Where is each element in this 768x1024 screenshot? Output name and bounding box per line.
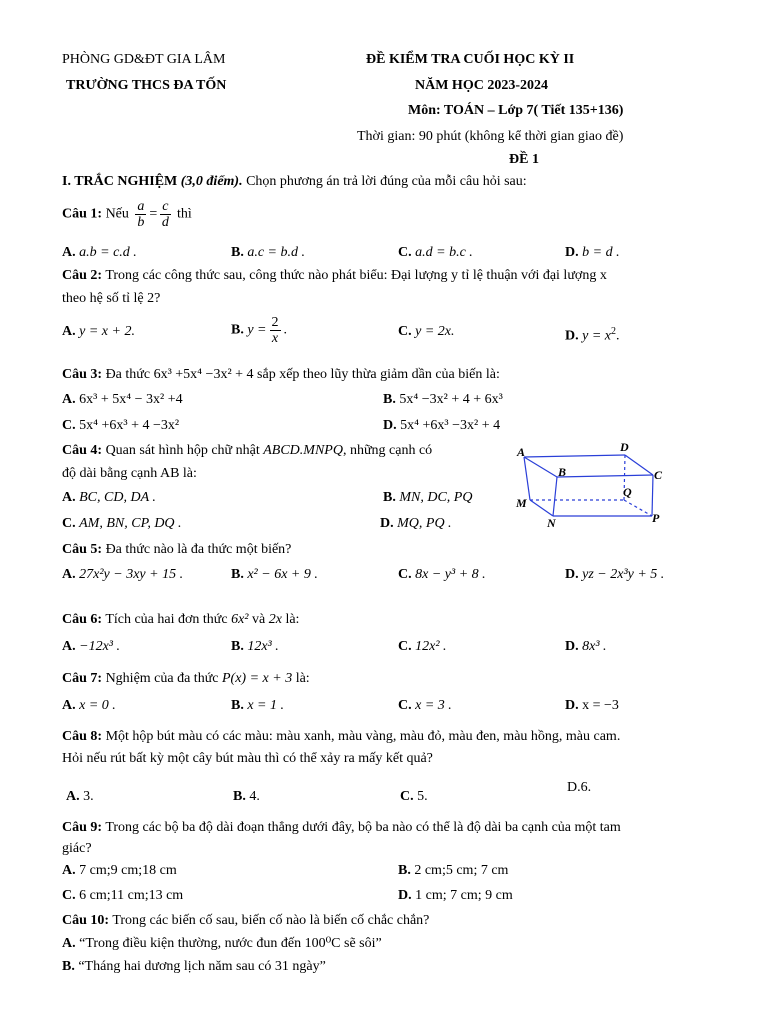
q5-option-c: C. 8x − y³ + 8 .	[398, 567, 486, 582]
q10-option-b: B. “Tháng hai dương lịch năm sau có 31 ngày”	[62, 959, 326, 974]
q8-text-line2: Hỏi nếu rút bất kỳ một cây bút màu thì có thể xảy ra mấy kết quả?	[62, 751, 433, 766]
subject-line: Môn: TOÁN – Lớp 7( Tiết 135+136)	[408, 103, 624, 118]
q4-option-b: B. MN, DC, PQ	[383, 490, 473, 505]
q4-option-c: C. AM, BN, CP, DQ .	[62, 516, 182, 531]
vertex-B-label: B	[558, 465, 567, 479]
vertex-Q-label: Q	[623, 485, 632, 499]
q2-text-line1: Câu 2: Trong các công thức sau, công thức nào phát biểu: Đại lượng y tỉ lệ thuận với đại lượng x	[62, 268, 607, 283]
q2-option-a: A. y = x + 2.	[62, 324, 135, 339]
q10-option-a: A. “Trong điều kiện thường, nước đun đến 100⁰C sẽ sôi”	[62, 936, 382, 951]
q5-option-a: A. 27x²y − 3xy + 15 .	[62, 567, 184, 582]
q7-text: Câu 7: Nghiệm của đa thức P(x) = x + 3 là:	[62, 671, 310, 686]
box-figure	[510, 440, 670, 532]
section-heading	[62, 173, 527, 191]
q1-option-d: D. b = d .	[565, 245, 620, 260]
section-points: (3,0 điểm).	[180, 174, 243, 189]
q9-option-a: A. 7 cm;9 cm;18 cm	[62, 863, 177, 878]
q8-option-a: A. 3.	[66, 789, 94, 804]
q3-option-a: A. 6x³ + 5x⁴ − 3x² +4	[62, 392, 183, 407]
q9-option-d: D. 1 cm; 7 cm; 9 cm	[398, 888, 513, 903]
q7-option-d: D. x = −3	[565, 698, 619, 713]
q8-option-d: D.6.	[567, 780, 592, 795]
q1-option-a: A. a.b = c.d .	[62, 245, 137, 260]
q2-text-line2: theo hệ số tỉ lệ 2?	[62, 291, 161, 306]
q1-fraction-c-d: $\frac{c}{d}$	[161, 199, 169, 230]
department-name: PHÒNG GD&ĐT GIA LÂM	[62, 52, 226, 67]
q6-text: Câu 6: Tích của hai đơn thức 6x² và 2x là:	[62, 612, 300, 627]
exam-code: ĐỀ 1	[509, 152, 539, 167]
time-line: Thời gian: 90 phút (không kể thời gian giao đề)	[357, 129, 624, 144]
vertex-M-label: M	[516, 496, 527, 510]
section-instruction: Chọn phương án trả lời đúng của mỗi câu hỏi sau:	[246, 174, 527, 189]
q1-option-c: C. a.d = b.c .	[398, 245, 473, 260]
q10-text: Câu 10: Trong các biến cố sau, biến cố nào là biến cố chắc chắn?	[62, 913, 430, 928]
q7-option-b: B. x = 1 .	[231, 698, 285, 713]
q1-option-b: B. a.c = b.d .	[231, 245, 306, 260]
q1-post: thì	[177, 206, 192, 222]
q3-option-b: B. 5x⁴ −3x² + 4 + 6x³	[383, 392, 503, 407]
exam-title: ĐỀ KIỂM TRA CUỐI HỌC KỲ II	[366, 52, 575, 67]
q1-equals: =	[149, 206, 158, 222]
q8-option-c: C. 5.	[400, 789, 428, 804]
q3-option-c: C. 5x⁴ +6x³ + 4 −3x²	[62, 418, 180, 433]
q8-option-b: B. 4.	[233, 789, 260, 804]
q6-option-a: A. −12x³ .	[62, 639, 120, 654]
q7-option-c: C. x = 3 .	[398, 698, 452, 713]
q1-pre: Nếu	[105, 206, 129, 222]
vertex-P-label: P	[652, 511, 660, 525]
q5-option-d: D. yz − 2x³y + 5 .	[565, 567, 665, 582]
school-name: TRƯỜNG THCS ĐA TỐN	[66, 78, 227, 93]
vertex-C-label: C	[654, 468, 663, 482]
q6-option-b: B. 12x³ .	[231, 639, 279, 654]
q5-text: Câu 5: Đa thức nào là đa thức một biến?	[62, 542, 292, 557]
q6-option-d: D. 8x³ .	[565, 639, 607, 654]
q9-text-line2: giác?	[62, 841, 92, 856]
box-figure-drawing	[510, 440, 670, 532]
q2-option-d: D. $y = x^2$.	[565, 326, 620, 344]
q6-option-c: C. 12x² .	[398, 639, 447, 654]
vertex-N-label: N	[547, 516, 556, 530]
q9-option-b: B. 2 cm;5 cm; 7 cm	[398, 863, 509, 878]
vertex-A-label: A	[517, 445, 526, 459]
q4-text-line1: Câu 4: Quan sát hình hộp chữ nhật ABCD.MNPQ, những cạnh có	[62, 443, 433, 458]
q4-text-line2: độ dài bằng cạnh AB là:	[62, 466, 197, 481]
q3-text: Câu 3: Đa thức 6x³ +5x⁴ −3x² + 4 sắp xếp theo lũy thừa giảm dần của biến là:	[62, 367, 500, 382]
vertex-D-label: D	[620, 440, 629, 454]
q3-option-d: D. 5x⁴ +6x³ −3x² + 4	[383, 418, 501, 433]
q4-option-d: D. MQ, PQ .	[380, 516, 452, 531]
q1-fraction-a-b: $\frac{a}{b}$	[137, 199, 145, 230]
q9-text-line1: Câu 9: Trong các bộ ba độ dài đoạn thẳng dưới đây, bộ ba nào có thể là độ dài ba cạnh của một tam	[62, 820, 621, 835]
section-title: I. TRẮC NGHIỆM	[62, 174, 178, 189]
q5-option-b: B. x² − 6x + 9 .	[231, 567, 318, 582]
q1-label: Câu 1:	[62, 206, 103, 222]
q8-text-line1: Câu 8: Một hộp bút màu có các màu: màu xanh, màu vàng, màu đỏ, màu đen, màu hồng, màu cam.	[62, 729, 621, 744]
q2-option-c: C. y = 2x.	[398, 324, 455, 339]
question-1	[62, 199, 192, 230]
q2-fraction: $\frac{2}{x}$	[271, 315, 279, 346]
q2-option-b: B. y = $\frac{2}{x}$ .	[231, 315, 288, 346]
q9-option-c: C. 6 cm;11 cm;13 cm	[62, 888, 184, 903]
q7-option-a: A. x = 0 .	[62, 698, 116, 713]
school-year: NĂM HỌC 2023-2024	[415, 78, 548, 93]
q4-option-a: A. BC, CD, DA .	[62, 490, 156, 505]
